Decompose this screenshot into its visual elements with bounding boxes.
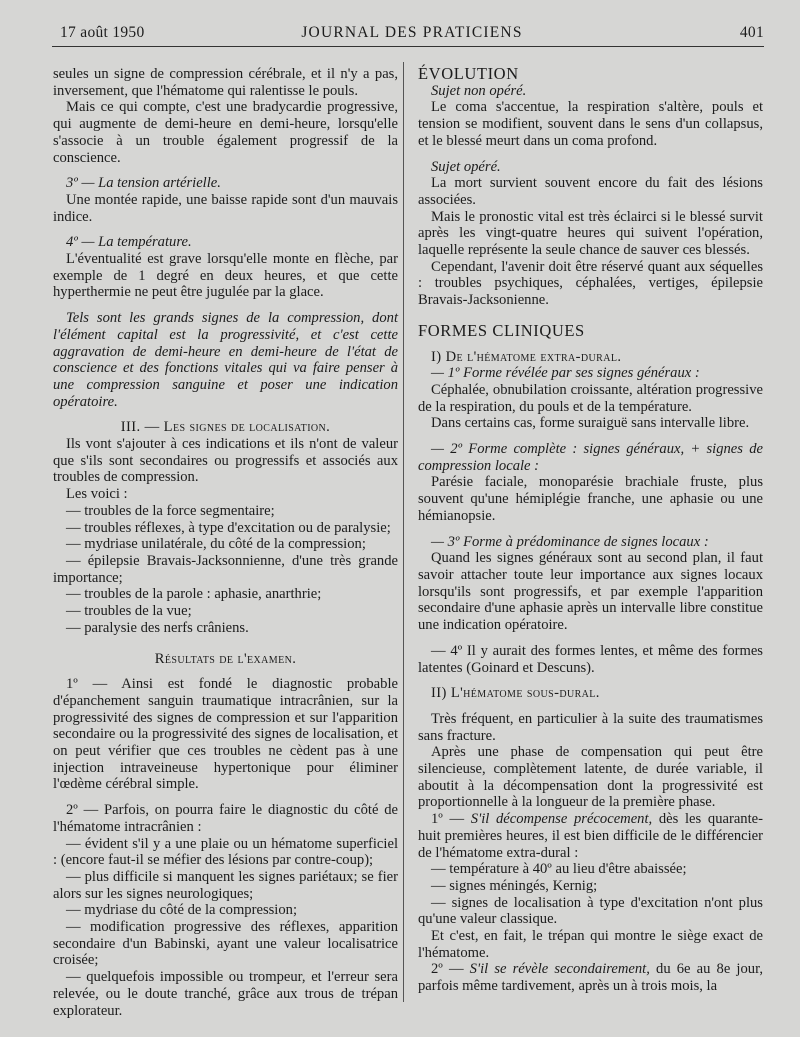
subheading-non-opere: Sujet non opéré.: [431, 82, 527, 99]
right-column: [418, 66, 763, 995]
heading-evolution: ÉVOLUTION: [418, 64, 519, 83]
list-item: — plus difficile si manquent les signes pariétaux; se fier alors sur les signes neurologiques;: [53, 868, 398, 902]
header-date: 17 août 1950: [60, 24, 145, 41]
journal-title: JOURNAL DES PRATICIENS: [301, 24, 523, 41]
paragraph: seules un signe de compression cérébrale, et il n'y a pas, inversement, que l'hématome qui ralentisse le pouls.: [53, 66, 398, 99]
subheading-tension: 3º — La tension artérielle.: [66, 175, 221, 192]
paragraph: 2º — Parfois, on pourra faire le diagnostic du côté de l'hématome intracrânien :: [53, 802, 398, 835]
list-item: — troubles réflexes, à type d'excitation ou de paralysie;: [66, 519, 391, 536]
list-item: — épilepsie Bravais-Jacksonnienne, d'une très grande importance;: [53, 552, 398, 586]
paragraph: Et c'est, en fait, le trépan qui montre le siège exact de l'hématome.: [418, 928, 763, 961]
paragraph: La mort survient souvent encore du fait des lésions associées.: [418, 175, 763, 208]
form-heading: — 3º Forme à prédominance de signes locaux :: [431, 533, 709, 550]
list-item: — évident s'il y a une plaie ou un hématome superficiel : (encore faut-il se méfier des lésions par contre-coup);: [53, 835, 398, 869]
paragraph: Quand les signes généraux sont au second plan, il faut savoir attacher toute leur importance aux signes locaux lorsqu'ils sont progressifs, et par exemple l'apparition secondaire d'une aphasie après un intervalle libre constitue une indication opératoire.: [418, 550, 763, 634]
list-item: — mydriase unilatérale, du côté de la compression;: [66, 536, 366, 553]
header-rule: [52, 46, 764, 47]
subheading-extra-dural: I) De l'hématome extra-dural.: [431, 348, 622, 365]
summary-paragraph: Tels sont les grands signes de la compression, dont l'élément capital est la progressivité, et c'est cette aggravation de demi-heure en demi-heure de l'état de conscience et des fonctions vitales qui va faire penser à une compression sanguine et poser une indication opératoire.: [53, 310, 398, 410]
paragraph: Une montée rapide, une baisse rapide sont d'un mauvais indice.: [53, 191, 398, 225]
paragraph: Très fréquent, en particulier à la suite des traumatismes sans fracture.: [418, 710, 763, 744]
list-item: — troubles de la vue;: [66, 603, 192, 620]
paragraph: Le coma s'accentue, la respiration s'altère, pouls et tension se modifient, souvent dans le sens d'un collapsus, et le blessé meurt dans un coma profond.: [418, 99, 763, 149]
left-column: [53, 66, 398, 1019]
list-item: — signes méningés, Kernig;: [431, 877, 598, 894]
paragraph: Les voici :: [66, 486, 128, 503]
paragraph: Parésie faciale, monoparésie brachiale fruste, plus souvent qu'une hémiplégie franche, une aphasie ou une hémianopsie.: [418, 474, 763, 524]
paragraph: Après une phase de compensation qui peut être silencieuse, complètement latente, de durée variable, il aboutit à la décompensation dont la progressivité est proportionnelle à la longueur de la première phase.: [418, 744, 763, 811]
list-item: — signes de localisation à type d'excitation n'ont plus qu'une valeur classique.: [418, 894, 763, 928]
page-number: 401: [739, 24, 764, 41]
paragraph: 2º — S'il se révèle secondairement, du 6e au 8e jour, parfois même tardivement, après un à trois mois, la: [418, 961, 764, 995]
list-item: — paralysie des nerfs crâniens.: [66, 619, 249, 636]
list-item: — troubles de la parole : aphasie, anarthrie;: [66, 586, 322, 603]
paragraph: Céphalée, obnubilation croissante, altération progressive de la respiration, du pouls et de la température.: [418, 381, 763, 415]
page-header: [60, 24, 764, 44]
form-heading: — 2º Forme complète : signes généraux, + signes de compression locale :: [418, 441, 763, 474]
form-heading: — 1º Forme révélée par ses signes généraux :: [431, 365, 700, 382]
subheading-sous-dural: II) L'hématome sous-dural.: [431, 685, 600, 702]
list-item: — température à 40º au lieu d'être abaissée;: [431, 861, 687, 878]
subheading-temperature: 4º — La température.: [66, 234, 192, 251]
list-item: — troubles de la force segmentaire;: [66, 502, 275, 519]
paragraph: Mais le pronostic vital est très éclairci si le blessé survit après les vingt-quatre heures qui suivent l'opération, laquelle représente la seule chance de sauver ces blessés.: [418, 208, 763, 259]
list-item: — modification progressive des réflexes, apparition secondaire d'un Babinski, ayant une valeur localisatrice croisée;: [53, 919, 398, 969]
subheading-opere: Sujet opéré.: [431, 158, 501, 175]
list-item: — quelquefois impossible ou trompeur, et l'erreur sera relevée, ou le doute tranché, grâce aux trous de trépan explorateur.: [53, 969, 398, 1019]
list-item: — mydriase du côté de la compression;: [66, 902, 298, 919]
heading-formes-cliniques: FORMES CLINIQUES: [418, 320, 585, 340]
paragraph: Cependant, l'avenir doit être réservé quant aux séquelles : troubles psychiques, céphalées, vertiges, épilepsie Bravais-Jacksonienne.: [418, 258, 763, 309]
paragraph: 1º — Ainsi est fondé le diagnostic probable d'épanchement sanguin traumatique intracrânien, sur la progressivité des signes de compression et sur l'apparition secondaire ou la progressivité des signes de localisation, et on peut vérifier que ces troubles ne cèdent pas à une injection intraveineuse hypertonique pour éliminer l'œdème cérébral simple.: [53, 676, 398, 793]
paragraph: Dans certains cas, forme suraiguë sans intervalle libre.: [431, 415, 750, 432]
paragraph: 1º — S'il décompense précocement, dès les quarante-huit premières heures, il est bien difficile de le différencier de l'hématome extra-dural :: [418, 811, 763, 861]
paragraph: L'éventualité est grave lorsqu'elle monte en flèche, par exemple de 1 degré en deux heures, et que cette hyperthermie ne peut être jugulée par la glace.: [53, 251, 398, 301]
column-divider: [403, 62, 404, 1002]
paragraph: — 4º Il y aurait des formes lentes, et même des formes latentes (Goinard et Descuns).: [418, 642, 763, 676]
paragraph: Ils vont s'ajouter à ces indications et ils n'ont de valeur que s'ils sont secondaires ou progressifs et associés aux troubles de compression.: [53, 436, 398, 486]
paragraph: Mais ce qui compte, c'est une bradycardie progressive, qui augmente de demi-heure en demi-heure, lorsqu'elle s'associe à un trouble également progressif de la conscience.: [53, 99, 398, 166]
section-heading-resultats: Résultats de l'examen.: [154, 650, 297, 667]
section-heading-localisation: III. — Les signes de localisation.: [120, 419, 331, 436]
